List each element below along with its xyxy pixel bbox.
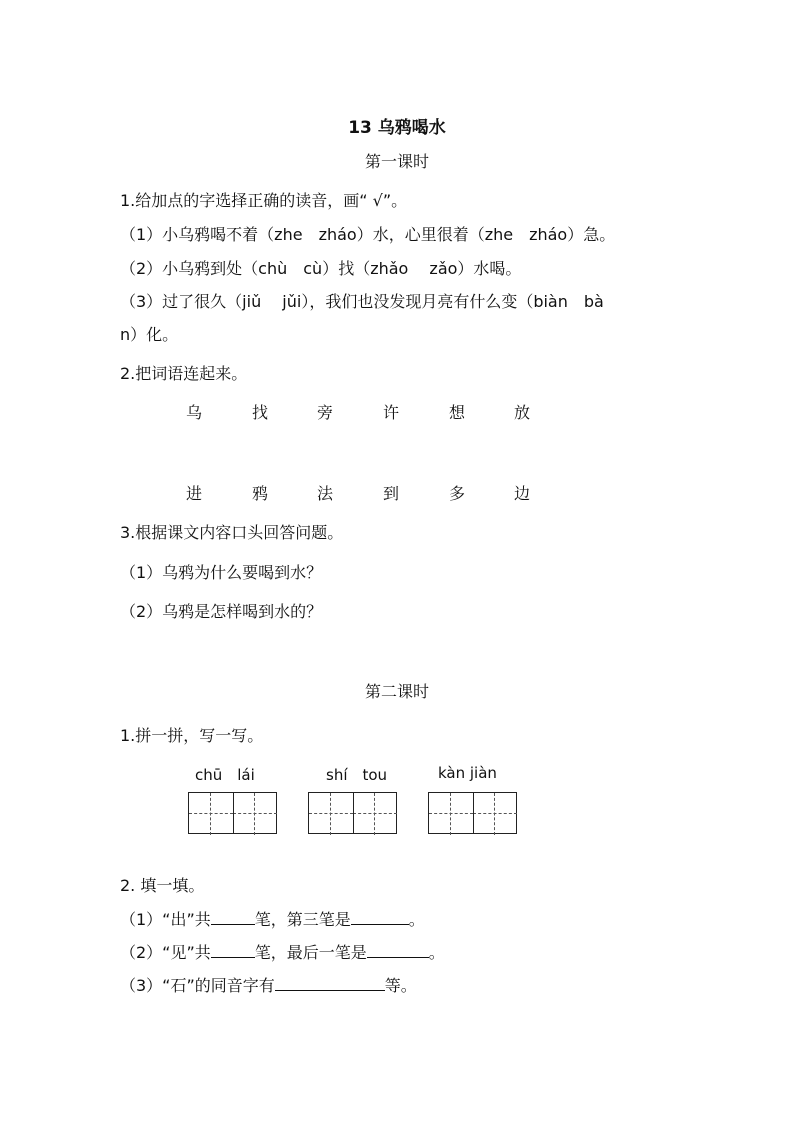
fill-text: 等。 xyxy=(384,976,417,995)
word-top: 想 xyxy=(449,403,466,422)
lesson-heading-2: 第二课时 xyxy=(364,682,429,701)
word-bottom: 鸦 xyxy=(252,484,269,503)
q1-item-3-cont: n）化。 xyxy=(120,325,179,344)
word-top: 乌 xyxy=(186,403,203,422)
q1-item-2: （2）小乌鸦到处（chù cù）找（zhǎo zǎo）水喝。 xyxy=(120,259,522,278)
word-bottom: 边 xyxy=(514,484,531,503)
pinyin-label: kàn jiàn xyxy=(438,764,497,782)
l2-q1-prompt: 1.拼一拼，写一写。 xyxy=(120,726,264,745)
word-top: 许 xyxy=(383,403,400,422)
page-title: 13 乌鸦喝水 xyxy=(348,118,446,138)
answer-blank[interactable] xyxy=(211,908,255,925)
pinyin-label: shí tou xyxy=(326,766,388,784)
word-bottom: 进 xyxy=(186,484,203,503)
fill-text: （3）“石”的同音字有 xyxy=(120,976,275,995)
word-top: 放 xyxy=(514,403,531,422)
q1-item-3: （3）过了很久（jiǔ jǔi），我们也没发现月亮有什么变（biàn bà xyxy=(120,292,604,311)
answer-blank[interactable] xyxy=(351,908,409,925)
word-top: 旁 xyxy=(317,403,334,422)
lesson-heading-1: 第一课时 xyxy=(364,152,429,171)
pinyin-label: chū lái xyxy=(195,766,255,784)
q3-item-1: （1）乌鸦为什么要喝到水？ xyxy=(120,563,323,582)
writing-grid[interactable] xyxy=(308,792,397,834)
fill-item-3 xyxy=(120,973,417,996)
answer-blank[interactable] xyxy=(367,941,429,958)
fill-text: 。 xyxy=(428,943,445,962)
fill-text: 笔，最后一笔是 xyxy=(254,943,367,962)
fill-text: （2）“见”共 xyxy=(120,943,211,962)
fill-text: 。 xyxy=(408,910,425,929)
word-bottom: 法 xyxy=(317,484,334,503)
fill-text: （1）“出”共 xyxy=(120,910,211,929)
q1-item-1: （1）小乌鸦喝不着（zhe zháo）水，心里很着（zhe zháo）急。 xyxy=(120,225,616,244)
answer-blank[interactable] xyxy=(275,974,385,991)
q2-prompt: 2.把词语连起来。 xyxy=(120,364,248,383)
word-bottom: 到 xyxy=(383,484,400,503)
writing-grid[interactable] xyxy=(428,792,517,834)
word-bottom: 多 xyxy=(449,484,466,503)
fill-item-2 xyxy=(120,940,445,963)
q3-prompt: 3.根据课文内容口头回答问题。 xyxy=(120,523,344,542)
q3-item-2: （2）乌鸦是怎样喝到水的？ xyxy=(120,602,323,621)
writing-grid[interactable] xyxy=(188,792,277,834)
l2-q2-prompt: 2. 填一填。 xyxy=(120,876,205,895)
q1-prompt: 1.给加点的字选择正确的读音，画“ √”。 xyxy=(120,191,408,210)
answer-blank[interactable] xyxy=(211,941,255,958)
word-top: 找 xyxy=(252,403,269,422)
fill-text: 笔，第三笔是 xyxy=(254,910,351,929)
fill-item-1 xyxy=(120,907,425,930)
